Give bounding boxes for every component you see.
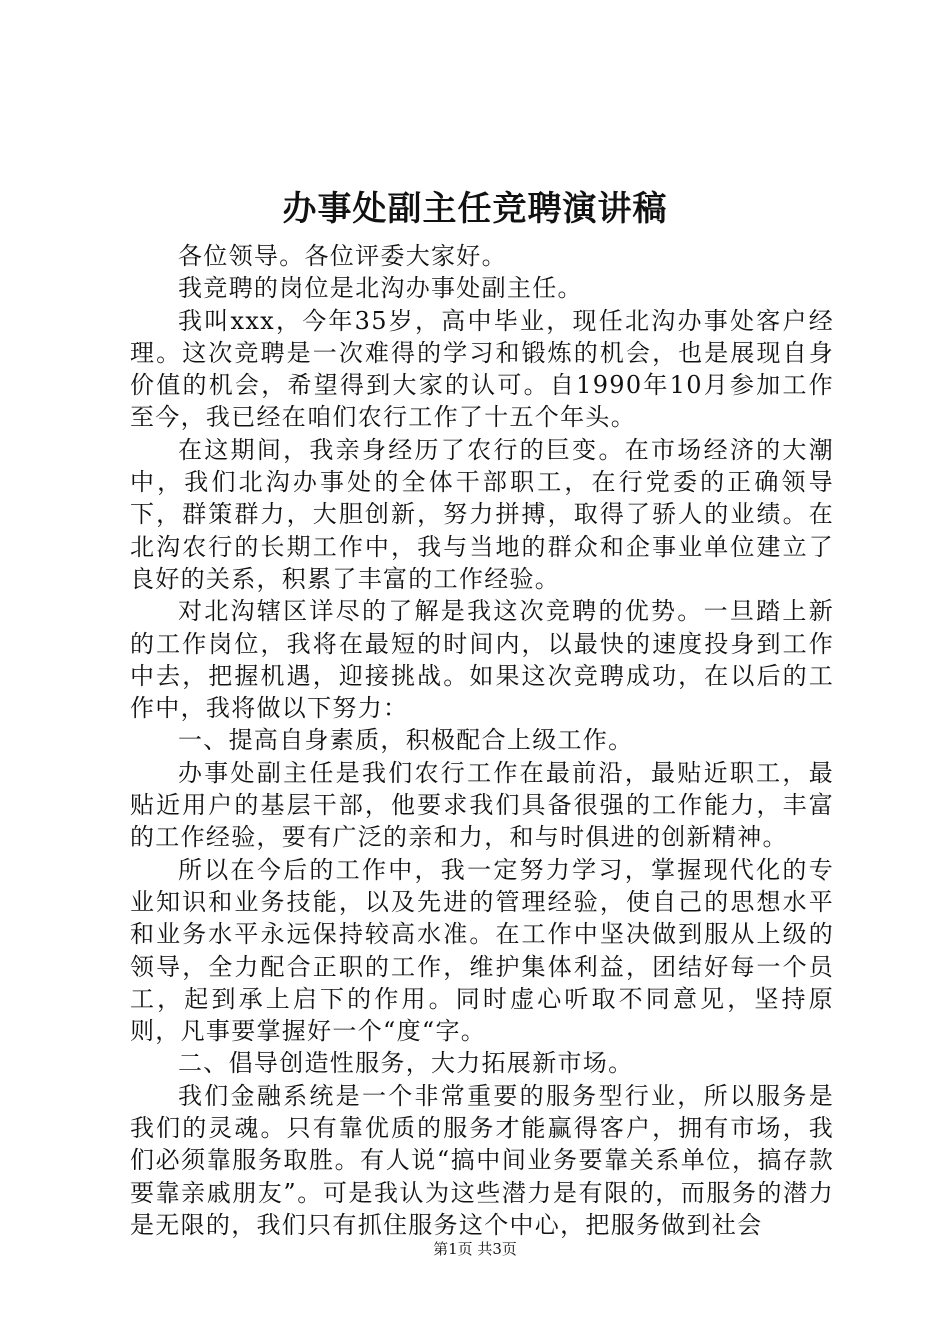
paragraph-service: 我们金融系统是一个非常重要的服务型行业，所以服务是我们的灵魂。只有靠优质的服务才能赢得客户，拥有市场，我们必须靠服务取胜。有人说“搞中间业务要靠关系单位，搞存款要靠亲戚朋友”。可是我认为这些潜力是有限的，而服务的潜力是无限的，我们只有抓住服务这个中心，把服务做到社会: [130, 1081, 834, 1239]
paragraph-greeting: 各位领导。各位评委大家好。: [178, 242, 507, 270]
paragraph-advantage: 对北沟辖区详尽的了解是我这次竞聘的优势。一旦踏上新的工作岗位，我将在最短的时间内，以最快的速度投身到工作中去，把握机遇，迎接挑战。如果这次竞聘成功，在以后的工作中，我将做以下努力：: [130, 597, 834, 723]
paragraph-position: 我竞聘的岗位是北沟办事处副主任。: [178, 274, 583, 303]
paragraph-role-description: 办事处副主任是我们农行工作在最前沿，最贴近职工，最贴近用户的基层干部，他要求我们具备很强的工作能力，丰富的工作经验，要有广泛的亲和力，和与时俱进的创新精神。: [130, 758, 834, 852]
heading-section-one: 一、提高自身素质，积极配合上级工作。: [178, 726, 634, 755]
paragraph-self-introduction: 我叫xxx，今年35岁，高中毕业，现任北沟办事处客户经理。这次竞聘是一次难得的学习和锻炼的机会，也是展现自身价值的机会，希望得到大家的认可。自1990年10月参加工作至今，我已经在咱们农行工作了十五个年头。: [130, 306, 834, 432]
document-title: 办事处副主任竞聘演讲稿: [282, 189, 668, 229]
paragraph-commitment: 所以在今后的工作中，我一定努力学习，掌握现代化的专业知识和业务技能，以及先进的管理经验，使自己的思想水平和业务水平永远保持较高水准。在工作中坚决做到服从上级的领导，全力配合正职的工作，维护集体利益，团结好每一个员工，起到承上启下的作用。同时虚心听取不同意见，坚持原则，凡事要掌握好一个“度“字。: [130, 855, 834, 1046]
paragraph-experience: 在这期间，我亲身经历了农行的巨变。在市场经济的大潮中，我们北沟办事处的全体干部职工，在行党委的正确领导下，群策群力，大胆创新，努力拼搏，取得了骄人的业绩。在北沟农行的长期工作中，我与当地的群众和企事业单位建立了良好的关系，积累了丰富的工作经验。: [130, 435, 834, 593]
heading-section-two: 二、倡导创造性服务，大力拓展新市场。: [178, 1049, 634, 1078]
page-footer: 第1页 共3页: [433, 1240, 517, 1258]
document-body: [130, 240, 834, 1241]
